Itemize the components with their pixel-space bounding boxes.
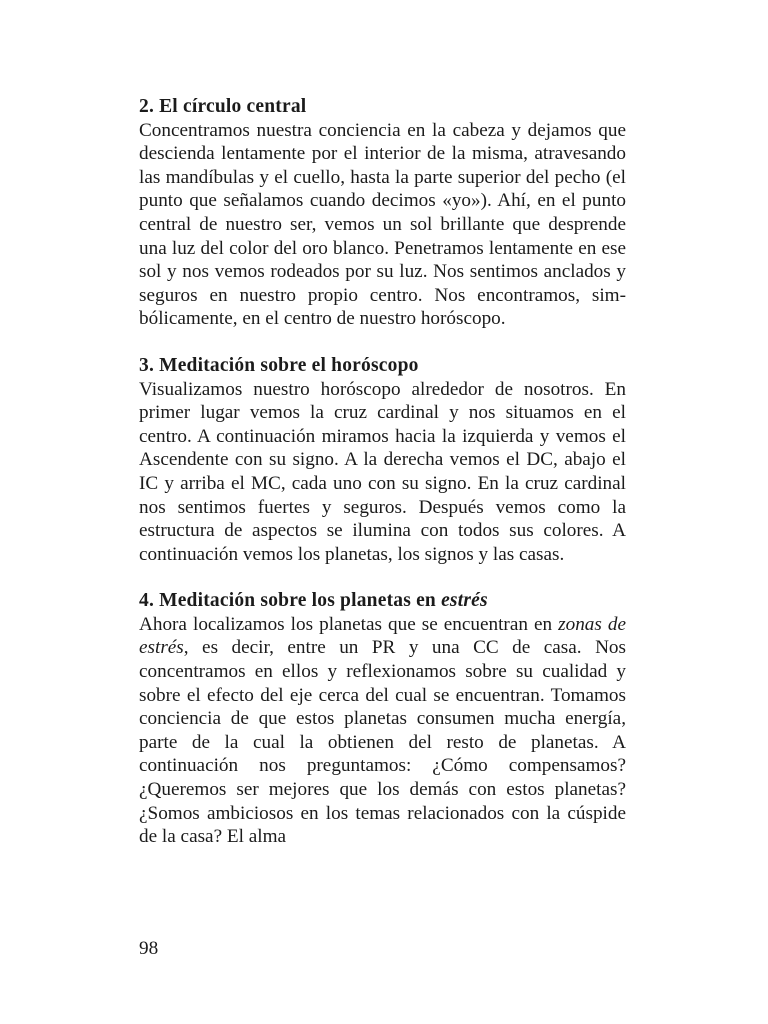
section-meditacion-planetas: [139, 589, 626, 849]
page-body: [139, 95, 626, 849]
paragraph-text: Ahora localizamos los planetas que se encuentran en: [139, 613, 553, 635]
section-heading: [139, 589, 626, 613]
paragraph-text: , es decir, entre un PR y una CC de casa. Nos concentramos en ellos y reflexionamos sobre su cualidad y sobre el efecto del eje cerca del cual se encuentran. Tomamos conciencia de que estos planetas consumen mucha energía, parte de la cual la obtienen del resto de planetas. A continuación nos preguntamos: ¿Cómo compensamos? ¿Queremos ser mejores que los demás con estos planetas? ¿Somos ambiciosos en los temas relacionados con la cúspide de la casa? El alma: [139, 637, 626, 848]
heading-italic-text: estrés: [441, 590, 488, 612]
section-paragraph: Concentramos nuestra conciencia en la cabeza y dejamos que descienda lentamente por el interior de la misma, atravesando las mandíbulas y el cuello, hasta la parte superior del pecho (el punto que señalamos cuando decimos «yo»). Ahí, en el punto central de nuestro ser, vemos un sol brillante que desprende una luz del color del oro blanco. Penetramos lentamente en ese sol y nos vemos rodeados por su luz. Nos sentimos anclados y seguros en nuestro propio centro. Nos encontramos, simbólicamente, en el centro de nuestro horóscopo.: [139, 119, 626, 330]
section-paragraph: [139, 613, 626, 849]
heading-text: 4. Meditación sobre los planetas en: [139, 590, 436, 612]
section-paragraph: Visualizamos nuestro horóscopo alrededor de nosotros. En primer lugar vemos la cruz cardinal y nos situamos en el centro. A continuación miramos hacia la izquierda y vemos el Ascendente con su signo. A la derecha vemos el DC, abajo el IC y arriba el MC, cada uno con su signo. En la cruz cardinal nos sentimos fuertes y seguros. Después vemos como la estructura de aspectos se ilumina con todos sus colores. A continuación vemos los planetas, los signos y las casas.: [139, 378, 626, 565]
section-heading: 3. Meditación sobre el horóscopo: [139, 354, 419, 376]
section-circulo-central: [139, 95, 626, 331]
page-number: 98: [139, 938, 159, 959]
section-meditacion-horoscopo: [139, 354, 626, 566]
paragraph-italic-text: zonas de estrés: [139, 613, 627, 659]
section-heading: 2. El círculo central: [139, 96, 307, 117]
